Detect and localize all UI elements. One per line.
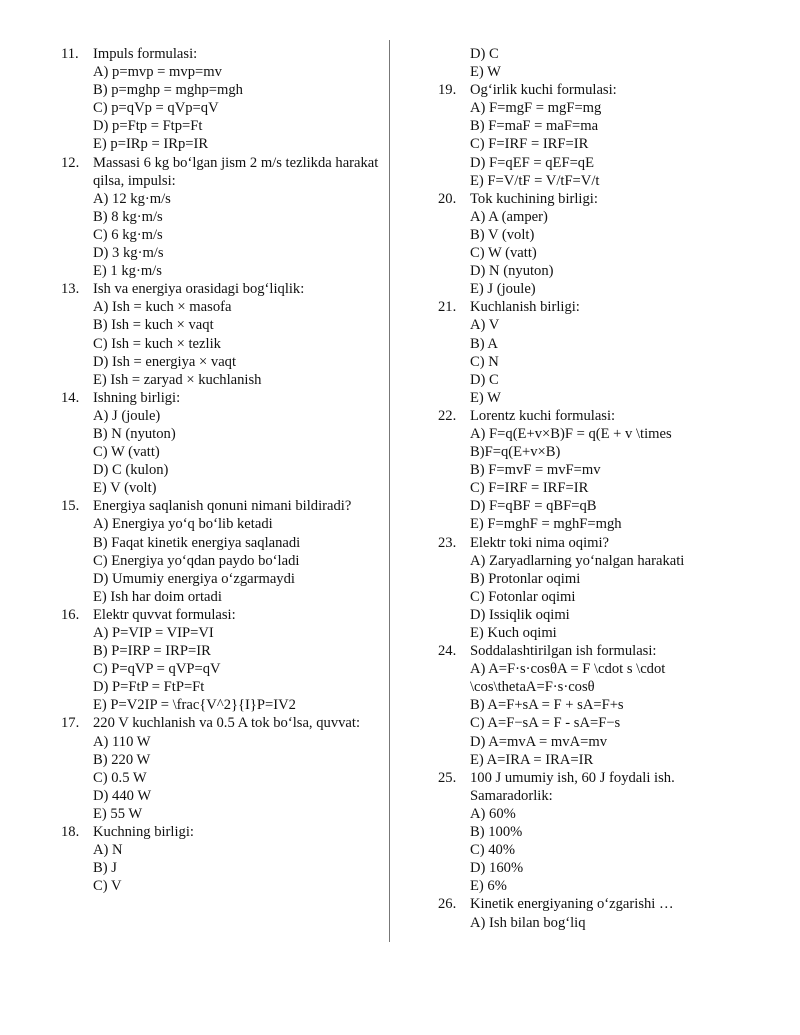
question-text: Ishning birligi: [93,389,181,406]
answer-option: A) Zaryadlarning yo‘nalgan harakati [470,552,685,569]
question-19 [438,81,738,190]
answer-option: E) Ish = zaryad × kuchlanish [93,371,262,388]
answer-option: A) N [93,842,123,859]
answer-option: C) p=qVp = qVp=qV [93,100,219,117]
question-stem [61,497,381,515]
answer-option: C) Ish = kuch × tezlik [93,335,221,352]
question-number: 26. [438,896,457,913]
answer-option: B) 220 W [93,751,151,768]
question-text: 100 J umumiy ish, 60 J foydali ish. Samaradorlik: [470,769,675,804]
question-18 [61,823,381,895]
answer-option: E) J (joule) [470,281,536,298]
answer-option: A) F=mgF = mgF=mg [470,100,602,117]
answer-option: A) 110 W [93,733,151,750]
question-23 [438,534,738,643]
question-number: 21. [438,299,457,316]
question-number: 22. [438,407,457,424]
answer-option: E) Kuch oqimi [470,625,557,641]
question-text: Impuls formulasi: [93,46,198,62]
question-number: 24. [438,643,457,660]
answer-option: B) J [93,860,117,877]
question-text: Og‘irlik kuchi formulasi: [470,82,617,99]
question-12 [61,154,381,281]
answer-option: A) 60% [470,805,516,822]
question-number: 23. [438,534,457,551]
question-number: 11. [61,46,79,62]
question-stem [61,280,381,298]
answer-option: E) W [470,389,501,406]
answer-option: E) 55 W [93,805,143,822]
right-column [438,45,738,932]
answer-option: D) F=qEF = qEF=qE [470,154,595,171]
answer-option: C) W (vatt) [93,444,160,461]
question-text: Elektr toki nima oqimi? [470,534,610,551]
answer-option: C) N [470,353,499,370]
answer-option: E) F=mghF = mghF=mgh [470,516,622,533]
answer-option: E) P=V2IP = \frac{V^2}{I}P=IV2 [93,697,296,714]
answer-option: C) V [93,878,122,895]
question-text: Tok kuchining birligi: [470,190,598,207]
answer-option: A) 12 kg·m/s [93,190,171,207]
question-stem [61,45,381,63]
answer-option: B) N (nyuton) [93,425,176,442]
answer-option: C) P=qVP = qVP=qV [93,661,221,678]
answer-option: E) p=IRp = IRp=IR [93,136,209,153]
answer-option: A) Energiya yo‘q bo‘lib ketadi [93,516,273,533]
question-stem [438,81,738,99]
question-stem [438,407,738,425]
answer-option: C) 6 kg·m/s [93,226,163,243]
answer-option: A) F=q(E+v×B)F = q(E + v \times B)F=q(E+v×B) [470,425,672,461]
question-text: Kuchlanish birligi: [470,299,580,316]
question-17 [61,714,381,823]
answer-option: E) W [470,64,501,81]
answer-option: A) Ish = kuch × masofa [93,299,232,316]
answer-option: C) A=F−sA = F - sA=F−s [470,715,621,732]
answer-option: D) C [470,371,499,388]
question-text: Lorentz kuchi formulasi: [470,407,616,424]
question-21 [438,298,738,407]
question-text: Energiya saqlanish qonuni nimani bildiradi? [93,498,352,515]
question-text: Soddalashtirilgan ish formulasi: [470,643,657,660]
answer-option: C) F=IRF = IRF=IR [470,136,589,153]
answer-option: B) P=IRP = IRP=IR [93,643,211,660]
answer-option: A) Ish bilan bog‘liq [470,914,586,931]
answer-option: E) A=IRA = IRA=IR [470,751,594,768]
answer-option: D) A=mvA = mvA=mv [470,733,607,750]
question-stem [438,769,738,805]
answer-option: B) V (volt) [470,226,535,243]
question-15 [61,497,381,606]
answer-option: D) 160% [470,860,524,877]
column-divider [389,40,390,942]
answer-option: D) C [470,46,499,62]
answer-option: A) A (amper) [470,208,548,225]
question-stem [438,298,738,316]
answer-option: D) 3 kg·m/s [93,245,164,262]
answer-option: E) 6% [470,878,507,895]
answer-option: A) J (joule) [93,407,161,424]
answer-option: D) Ish = energiya × vaqt [93,353,237,370]
question-stem [61,154,381,190]
answer-option: B) F=mvF = mvF=mv [470,462,601,479]
answer-option: D) P=FtP = FtP=Ft [93,679,205,696]
answer-option: D) Issiqlik oqimi [470,606,570,623]
answer-option: C) Fotonlar oqimi [470,588,576,605]
question-stem [438,190,738,208]
question-text: Massasi 6 kg bo‘lgan jism 2 m/s tezlikda harakat qilsa, impulsi: [93,154,379,189]
question-text: Elektr quvvat formulasi: [93,606,236,623]
question-20 [438,190,738,299]
answer-option: A) p=mvp = mvp=mv [93,64,222,81]
answer-option: B) 8 kg·m/s [93,208,163,225]
answer-option: B) Ish = kuch × vaqt [93,317,214,334]
question-22 [438,407,738,534]
question-number: 13. [61,281,80,298]
question-number: 25. [438,769,457,786]
question-number: 20. [438,190,457,207]
answer-option: E) F=V/tF = V/tF=V/t [470,172,600,189]
answer-option: B) A=F+sA = F + sA=F+s [470,697,624,714]
question-text: 220 V kuchlanish va 0.5 A tok bo‘lsa, quvvat: [93,715,360,732]
question-16 [61,606,381,715]
question-25 [438,769,738,896]
answer-option: B) Protonlar oqimi [470,570,581,587]
answer-option: C) 40% [470,842,515,859]
question-stem [438,642,738,660]
question-11 [61,45,381,154]
question-stem [61,389,381,407]
question-stem [61,823,381,841]
right-column-continuation [438,45,738,81]
left-column [61,45,381,895]
answer-option: D) N (nyuton) [470,263,554,280]
question-number: 18. [61,824,80,841]
answer-option: B) 100% [470,824,523,841]
question-number: 16. [61,606,80,623]
answer-option: D) Umumiy energiya o‘zgarmaydi [93,570,295,587]
question-13 [61,280,381,389]
answer-option: B) F=maF = maF=ma [470,118,599,135]
question-stem [438,895,738,913]
answer-option: D) C (kulon) [93,462,169,479]
answer-option: D) p=Ftp = Ftp=Ft [93,118,203,135]
question-stem [61,606,381,624]
question-14 [61,389,381,498]
question-26 [438,895,738,931]
question-number: 19. [438,82,457,99]
answer-option: B) p=mghp = mghp=mgh [93,82,243,99]
question-number: 14. [61,389,80,406]
answer-option: C) F=IRF = IRF=IR [470,480,589,497]
answer-option: C) 0.5 W [93,769,147,786]
answer-option: D) 440 W [93,787,152,804]
answer-option: A) P=VIP = VIP=VI [93,625,214,641]
answer-option: B) A [470,335,498,352]
answer-option: D) F=qBF = qBF=qB [470,498,597,515]
question-number: 15. [61,498,80,515]
answer-option: E) V (volt) [93,480,157,497]
answer-option: A) V [470,317,500,334]
answer-option: C) Energiya yo‘qdan paydo bo‘ladi [93,552,300,569]
question-stem [438,534,738,552]
question-text: Ish va energiya orasidagi bog‘liqlik: [93,281,305,298]
question-text: Kinetik energiyaning o‘zgarishi … [470,896,674,913]
question-text: Kuchning birligi: [93,824,194,841]
question-stem [61,714,381,732]
question-number: 17. [61,715,80,732]
question-number: 12. [61,154,80,171]
answer-option: E) Ish har doim ortadi [93,588,222,605]
question-24 [438,642,738,769]
answer-option: C) W (vatt) [470,245,537,262]
answer-option: B) Faqat kinetik energiya saqlanadi [93,534,301,551]
answer-option: E) 1 kg·m/s [93,263,162,280]
answer-option: A) A=F·s·cosθA = F \cdot s \cdot \cos\thetaA=F·s·cosθ [470,661,666,696]
